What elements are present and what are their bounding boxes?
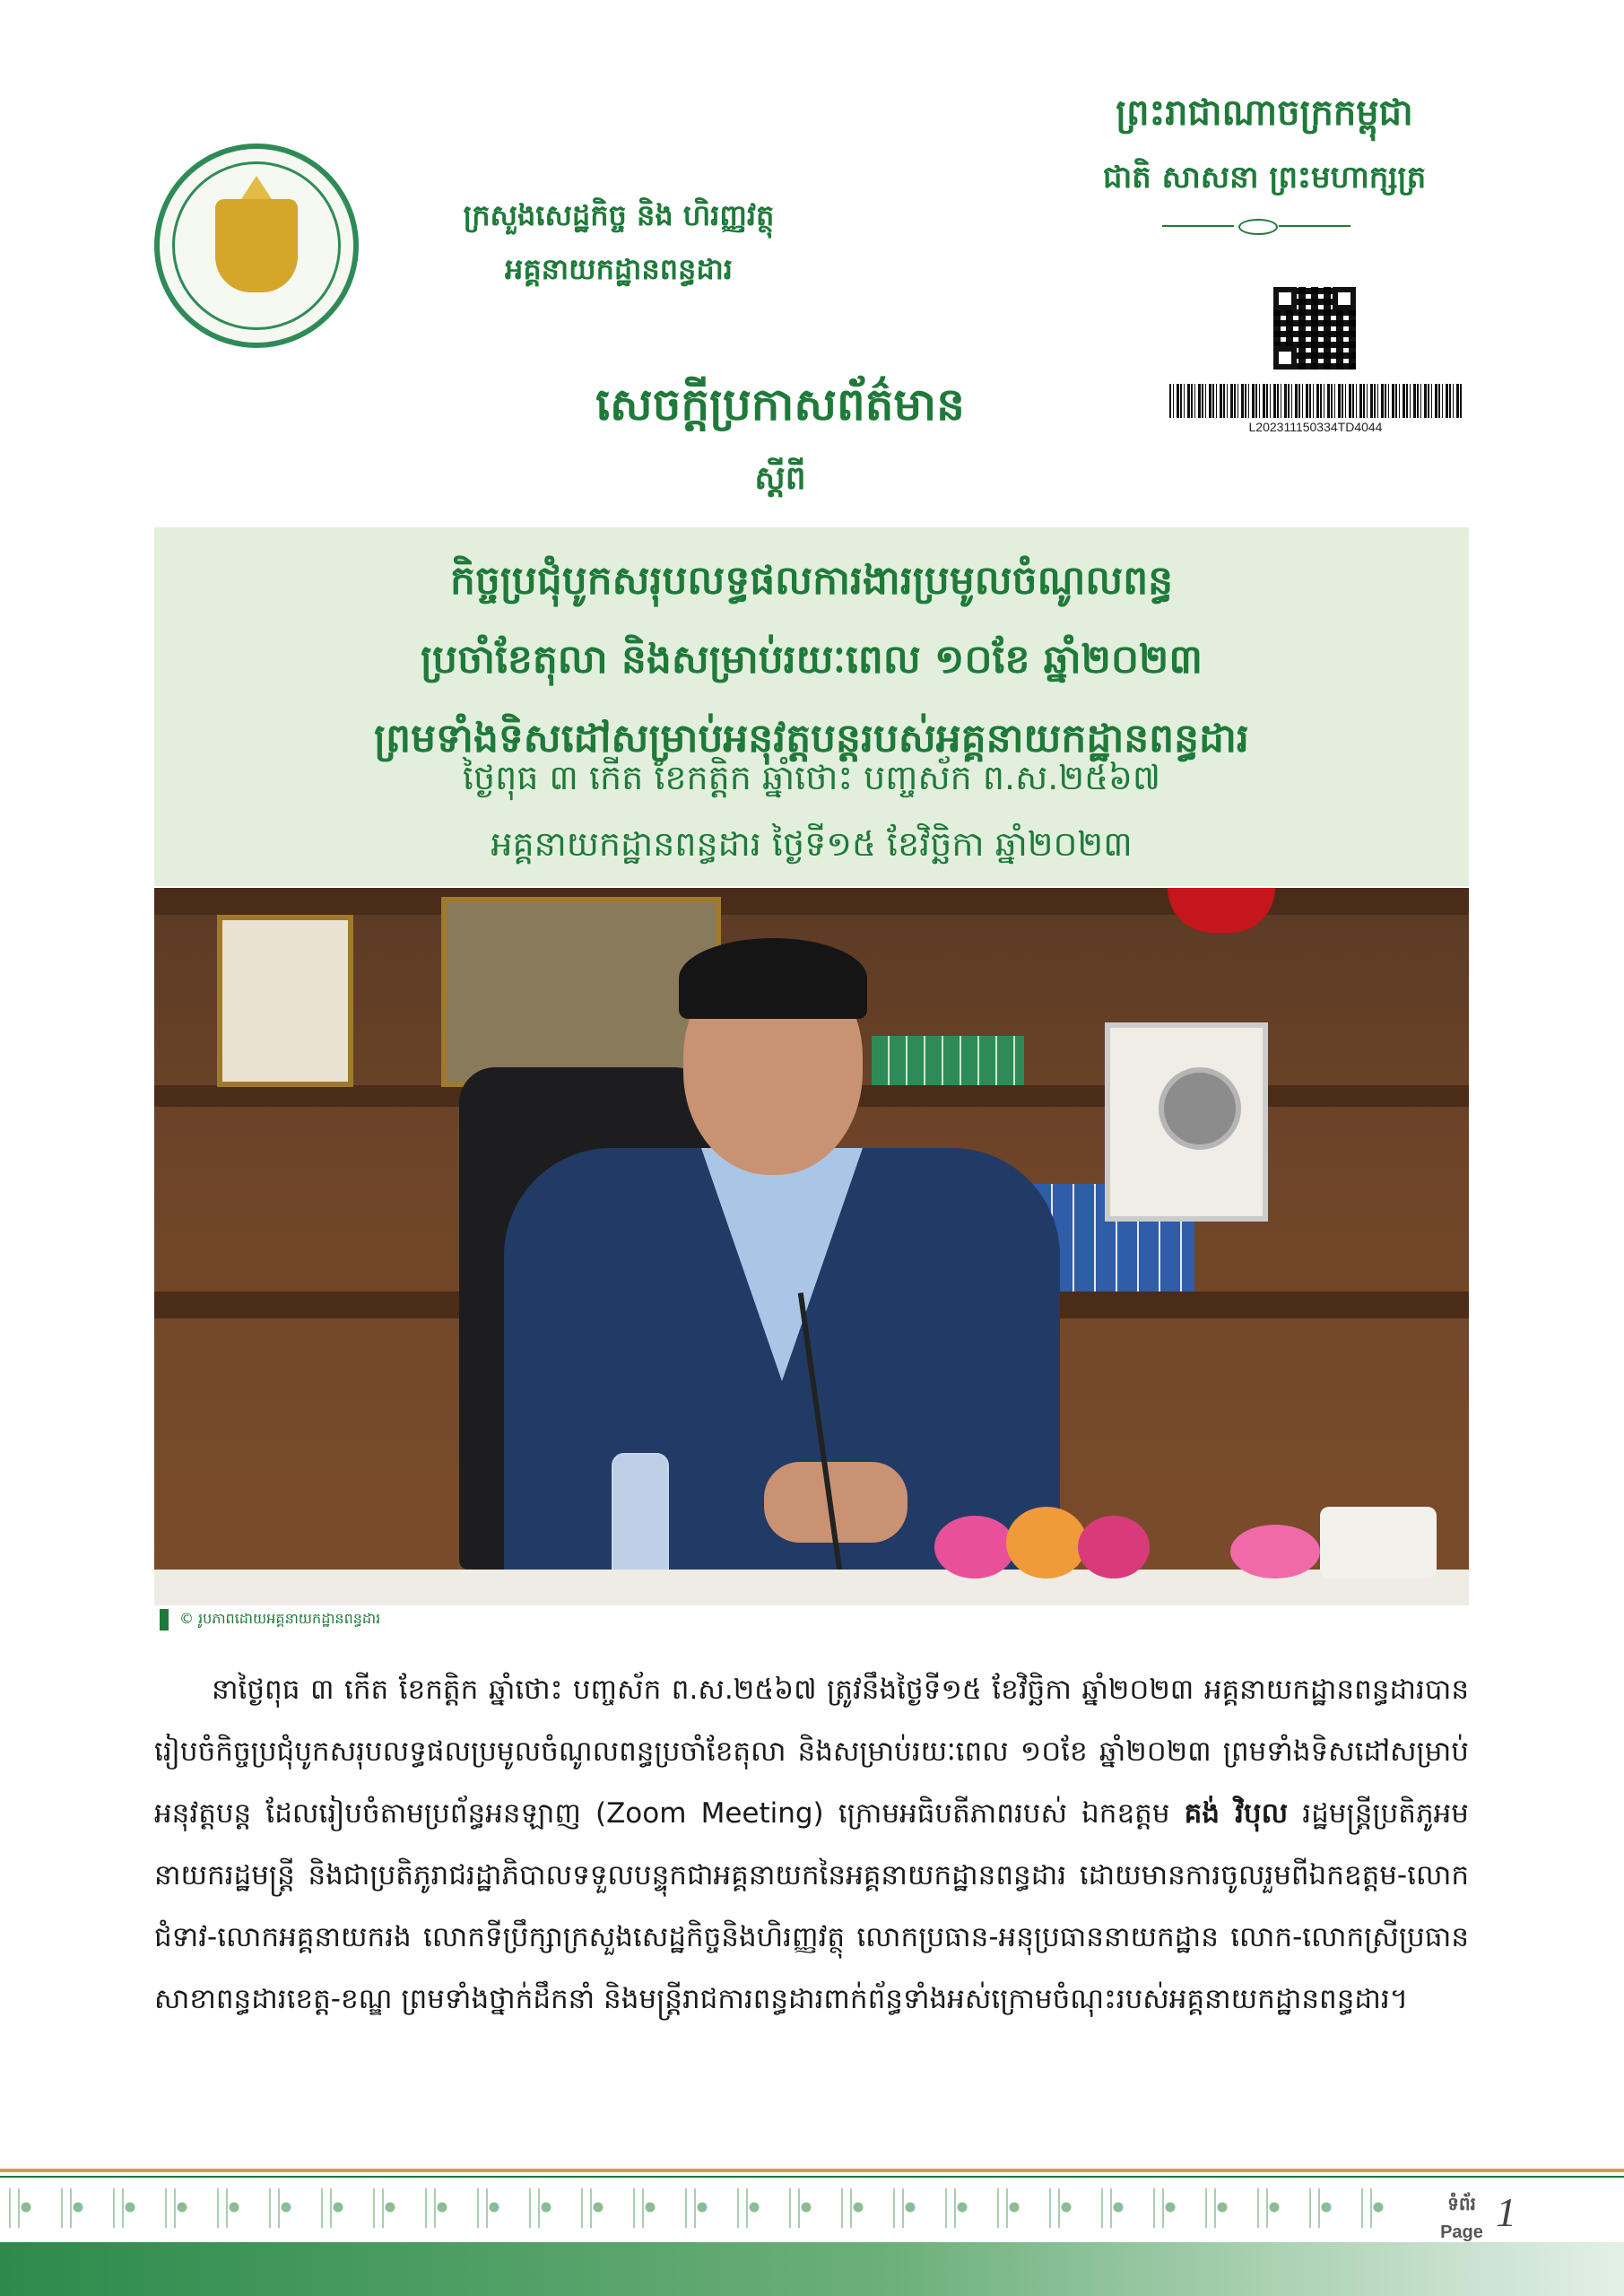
barcode-number: L202311150334TD4044: [1248, 420, 1383, 434]
official-name: គង់ វិបុល: [1184, 1797, 1289, 1830]
headline-line: ព្រមទាំងទិសដៅសម្រាប់អនុវត្តបន្តរបស់អគ្គនាយកដ្ឋានពន្ធដារ: [374, 716, 1249, 761]
picture-frame: [217, 915, 353, 1087]
credit-bar: [160, 1609, 169, 1631]
date-block: [154, 744, 1469, 877]
person-hair: [679, 938, 867, 1019]
gdt-logo: [154, 144, 359, 348]
footer-dots: [0, 2201, 1399, 2213]
location-date: អគ្គនាយកដ្ឋានពន្ធដារ ថ្ងៃទី១៥ ខែវិច្ឆិកា ឆ្នាំ២០២៣: [491, 824, 1133, 864]
headline-line: កិច្ចប្រជុំបូកសរុបលទ្ធផលការងារប្រមូលចំណូលពន្ធ: [449, 558, 1174, 604]
tissue-box: [1320, 1507, 1437, 1578]
department-name: អគ្គនាយកដ្ឋានពន្ធដារ: [505, 252, 733, 286]
paragraph-text: រដ្ឋមន្ត្រីប្រតិភូអមនាយករដ្ឋមន្ត្រី និងជាប្រតិភូរាជរដ្ឋាភិបាលទទួលបន្ទុកជាអគ្គនាយកនៃអគ្គនាយកដ្ឋានពន្ធដារ ដោយមានការចូលរួមពីឯកឧត្តម-លោកជំទាវ-លោកអគ្គនាយករង លោកទីប្រឹក្សាក្រសួងសេដ្ឋកិច្ចនិងហិរញ្ញវត្ថុ លោកប្រធាន-អនុប្រធាននាយកដ្ឋាន លោក-លោកស្រីប្រធានសាខាពន្ធដារខេត្ត-ខណ្ឌ ព្រមទាំងថ្នាក់ដឹកនាំ និងមន្ត្រីរាជការពន្ធដារពាក់ព័ន្ធទាំងអស់ក្រោមចំណុះរបស់អគ្គនាយកដ្ឋានពន្ធដារ។: [154, 1797, 1469, 2015]
qr-corner: [1333, 287, 1356, 310]
silver-plate-icon: [1159, 1067, 1241, 1150]
ministry-block: [395, 188, 843, 296]
national-motto: ជាតិ សាសនា ព្រះមហាក្សត្រ: [1102, 160, 1427, 196]
qr-corner: [1273, 346, 1297, 370]
divider-line-left: [1162, 225, 1234, 227]
ornament-divider: [1162, 224, 1350, 228]
footer-green-bar: [0, 2242, 1624, 2296]
press-release-title: សេចក្តីប្រកាសព័ត៌មាន: [595, 378, 965, 430]
photo-credit: [154, 1605, 531, 1632]
lunar-date: ថ្ងៃពុធ ៣ កើត ខែកត្តិក ឆ្នាំថោះ បញ្ចស័ក ព.ស.២៥៦៧: [462, 758, 1161, 797]
footer-gold-line: [0, 2169, 1624, 2172]
headline-line: ប្រចាំខែតុលា និងសម្រាប់រយៈពេល ១០ខែ ឆ្នាំ២០២៣: [421, 637, 1203, 683]
paragraph-text: នាថ្ងៃពុធ ៣ កើត ខែកត្តិក ឆ្នាំថោះ បញ្ចស័ក ព.ស.២៥៦៧ ត្រូវនឹងថ្ងៃទី១៥ ខែវិច្ឆិកា ឆ្នាំ២០២៣ អគ្គនាយកដ្ឋានពន្ធដារបានរៀបចំកិច្ចប្រជុំបូកសរុបលទ្ធផលប្រមូលចំណូលពន្ធប្រចាំខែតុលា និងសម្រាប់រយៈពេល ១០ខែ ឆ្នាំ២០២៣ ព្រមទាំងទិសដៅសម្រាប់អនុវត្តបន្ត ដែលរៀបចំតាមប្រព័ន្ធអនឡាញ (Zoom Meeting) ក្រោមអធិបតីភាពរបស់ ឯកឧត្តម: [154, 1674, 1469, 1830]
flower-icon: [1006, 1507, 1087, 1578]
barcode-icon: [1169, 384, 1462, 418]
meeting-photo: [154, 888, 1469, 1605]
page-number: 1: [1496, 2189, 1516, 2235]
kingdom-header: [1049, 81, 1480, 210]
ministry-name: ក្រសួងសេដ្ឋកិច្ច និង ហិរញ្ញវត្ថុ: [463, 198, 775, 232]
divider-ornament-icon: [1238, 219, 1278, 235]
flower-icon: [1230, 1525, 1320, 1578]
page-label-en: Page: [1440, 2222, 1483, 2242]
photo-credit-text: © រូបភាពដោយអគ្គនាយកដ្ឋានពន្ធដារ: [179, 1610, 381, 1627]
divider-line-right: [1279, 225, 1350, 227]
headline-band: [154, 527, 1469, 886]
about-label: ស្តីពី: [754, 460, 806, 497]
qr-code-icon: [1273, 287, 1356, 370]
flower-icon: [1078, 1516, 1150, 1578]
headline: [154, 542, 1469, 778]
footer-green-line: [0, 2176, 1624, 2178]
footer-ornament-pattern: [0, 2188, 1399, 2228]
paragraph: [154, 1659, 1469, 2031]
flower-icon: [934, 1516, 1015, 1578]
kingdom-name: ព្រះរាជាណាចក្រកម្ពុជា: [1116, 92, 1413, 134]
logo-emblem-icon: [215, 199, 298, 292]
red-lamp-icon: [1168, 888, 1275, 933]
page-label-kh: ទំព័រ: [1447, 2193, 1476, 2214]
qr-corner: [1273, 287, 1297, 310]
article-body: [154, 1659, 1469, 2031]
books: [872, 1036, 1024, 1085]
